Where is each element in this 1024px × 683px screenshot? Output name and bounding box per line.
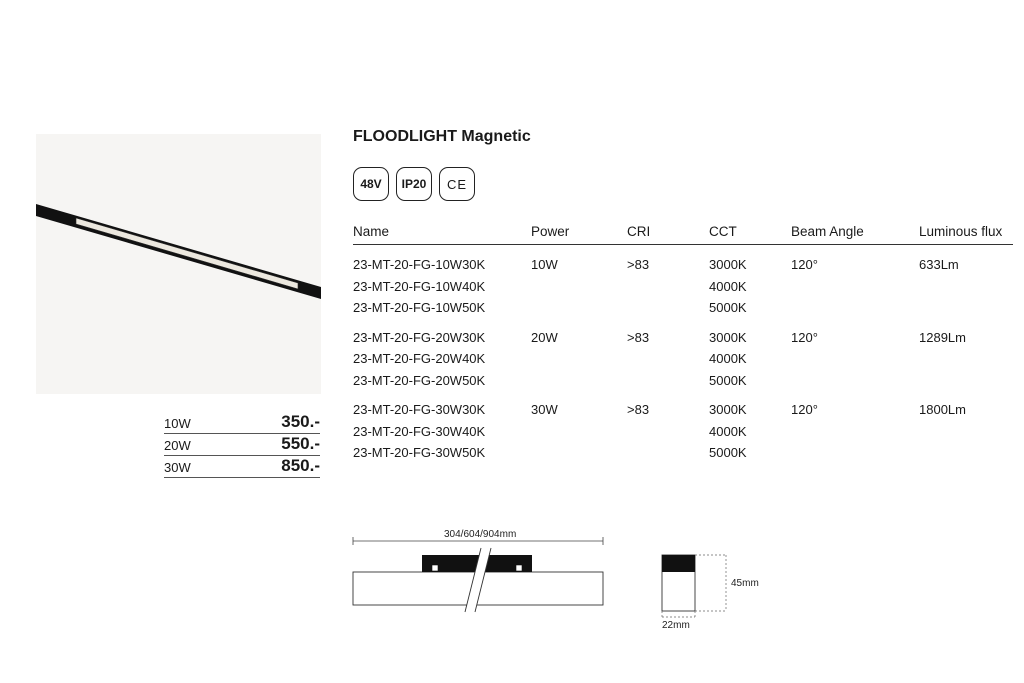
cct-value: 5000K [709, 300, 747, 315]
cri-value: >83 [627, 257, 650, 272]
product-title: FLOODLIGHT Magnetic [353, 128, 531, 145]
spec-table-header [353, 219, 1013, 245]
price-power: 20W [164, 438, 191, 453]
price-value: 350.- [281, 412, 320, 431]
dimension-drawings [350, 520, 790, 640]
model-name: 23-MT-20-FG-30W40K [353, 423, 486, 439]
price-power: 30W [164, 460, 191, 475]
cct-value: 4000K [709, 278, 747, 294]
height-label: 45mm [731, 578, 759, 589]
cct-value: 3000K [709, 329, 747, 345]
model-name: 23-MT-20-FG-30W30K [353, 402, 486, 417]
header-cct: CCT [709, 224, 737, 239]
ce-mark-badge: CE [439, 167, 475, 201]
product-photo [36, 134, 321, 394]
price-power: 10W [164, 416, 191, 431]
beam-angle-value: 120° [791, 402, 818, 417]
cct-values [709, 399, 791, 464]
price-list [164, 412, 320, 478]
beam-angle-value: 120° [791, 257, 818, 272]
model-names [353, 327, 531, 392]
ip-rating-badge: IP20 [396, 167, 432, 201]
power-value: 20W [531, 329, 558, 345]
certification-badges [353, 167, 475, 201]
power-value: 10W [531, 257, 558, 272]
model-name: 23-MT-20-FG-10W50K [353, 300, 486, 315]
cct-values [709, 254, 791, 319]
width-label: 22mm [662, 620, 690, 631]
cct-value: 4000K [709, 351, 747, 366]
price-value: 550.- [281, 434, 320, 453]
cct-values [709, 327, 791, 392]
model-names [353, 399, 531, 464]
voltage-badge: 48V [353, 167, 389, 201]
dimension-diagram [350, 520, 790, 640]
cri-value: >83 [627, 329, 650, 345]
model-names [353, 254, 531, 319]
luminous-flux-value: 633Lm [919, 257, 959, 272]
spec-group [353, 254, 1013, 319]
header-name: Name [353, 224, 390, 239]
model-name: 23-MT-20-FG-30W50K [353, 445, 486, 460]
header-cri: CRI [627, 224, 651, 239]
length-label: 304/604/904mm [444, 529, 517, 540]
cri-value: >83 [627, 402, 650, 417]
beam-angle-value: 120° [791, 329, 818, 345]
end-view-profile [662, 555, 726, 617]
header-luminous-flux: Luminous flux [919, 224, 1003, 239]
spec-group [353, 399, 1013, 464]
price-row [164, 456, 320, 478]
header-power: Power [531, 224, 570, 239]
model-name: 23-MT-20-FG-20W50K [353, 372, 486, 388]
spec-table [353, 219, 1013, 464]
model-name: 23-MT-20-FG-20W40K [353, 351, 486, 366]
header-beam-angle: Beam Angle [791, 224, 864, 239]
model-name: 23-MT-20-FG-10W40K [353, 278, 486, 294]
luminous-flux-value: 1289Lm [919, 329, 966, 345]
cct-value: 4000K [709, 423, 747, 439]
price-value: 850.- [281, 456, 320, 475]
power-value: 30W [531, 402, 558, 417]
spec-group [353, 327, 1013, 392]
cct-value: 5000K [709, 372, 747, 388]
cct-value: 3000K [709, 257, 747, 272]
model-name: 23-MT-20-FG-10W30K [353, 257, 486, 272]
price-row [164, 412, 320, 434]
model-name: 23-MT-20-FG-20W30K [353, 329, 486, 345]
price-row [164, 434, 320, 456]
cct-value: 3000K [709, 402, 747, 417]
side-view-profile [353, 548, 603, 612]
luminous-flux-value: 1800Lm [919, 402, 966, 417]
floodlight-illustration [36, 134, 321, 394]
cct-value: 5000K [709, 445, 747, 460]
